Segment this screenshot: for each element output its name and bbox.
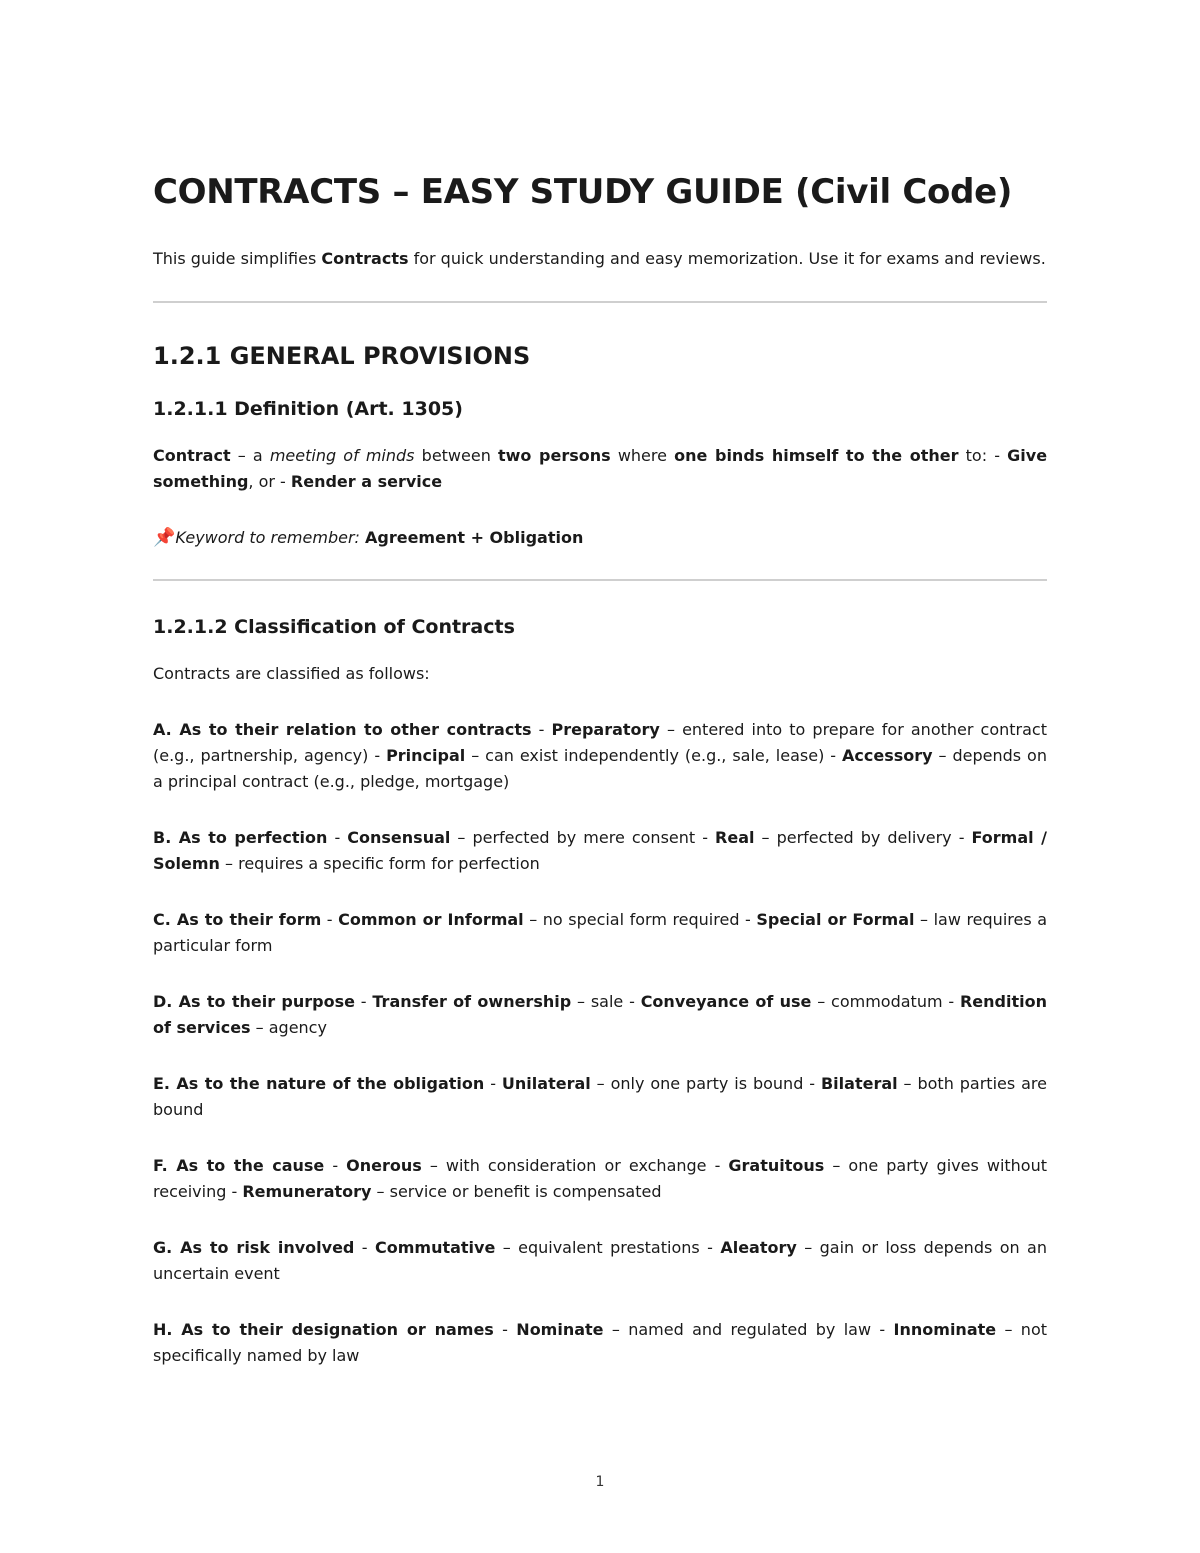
- definition-paragraph: [153, 443, 1047, 495]
- document-page: [153, 168, 1047, 1399]
- classification-term: Special or Formal: [756, 910, 915, 929]
- classification-description: – named and regulated by law: [603, 1320, 872, 1339]
- classification-label: A. As to their relation to other contracts: [153, 720, 532, 739]
- classification-separator: -: [623, 992, 641, 1011]
- classification-description: – commodatum: [811, 992, 943, 1011]
- definition-bold: one binds himself to the other: [674, 446, 959, 465]
- classification-label: B. As to perfection: [153, 828, 328, 847]
- definition-bold: two persons: [498, 446, 611, 465]
- classification-label: C. As to their form: [153, 910, 322, 929]
- classification-separator: -: [951, 828, 972, 847]
- classification-label: F. As to the cause: [153, 1156, 325, 1175]
- classification-item: [153, 1235, 1047, 1287]
- classification-description: – equivalent prestations: [495, 1238, 700, 1257]
- definition-text: , or -: [248, 472, 291, 491]
- classification-description: – with consideration or exchange: [421, 1156, 707, 1175]
- intro-paragraph: [153, 246, 1047, 272]
- classification-term: Remuneratory: [242, 1182, 372, 1201]
- classification-description: – entered into to prepare for another contract (e.g., partnership, agency): [153, 720, 1047, 765]
- classification-description: – law requires a particular form: [153, 910, 1048, 955]
- classification-term: Transfer of ownership: [372, 992, 572, 1011]
- intro-bold-contracts: Contracts: [321, 249, 409, 268]
- classification-label: G. As to risk involved: [153, 1238, 355, 1257]
- classification-description: – can exist independently (e.g., sale, lease): [465, 746, 825, 765]
- classification-separator: -: [803, 1074, 821, 1093]
- classification-term: Bilateral: [820, 1074, 898, 1093]
- classification-description: – agency: [250, 1018, 327, 1037]
- classification-separator: -: [226, 1182, 243, 1201]
- section-divider: [153, 579, 1047, 581]
- keyword-label: Keyword to remember:: [175, 528, 360, 547]
- classification-term: Aleatory: [720, 1238, 797, 1257]
- classification-description: – depends on a principal contract (e.g., pledge, mortgage): [153, 746, 1047, 791]
- classification-term: Accessory: [842, 746, 933, 765]
- classification-separator: -: [942, 992, 960, 1011]
- classification-term: Formal / Solemn: [153, 828, 1048, 873]
- classification-separator: -: [321, 910, 339, 929]
- classification-separator: -: [484, 1074, 502, 1093]
- definition-term: Contract: [153, 446, 231, 465]
- classification-separator: -: [739, 910, 757, 929]
- classification-term: Rendition of services: [153, 992, 1047, 1037]
- subsection-heading-definition: 1.2.1.1 Definition (Art. 1305): [153, 398, 463, 420]
- classification-separator: -: [871, 1320, 894, 1339]
- classification-description: – service or benefit is compensated: [371, 1182, 662, 1201]
- classification-term: Common or Informal: [338, 910, 524, 929]
- classification-item: [153, 907, 1047, 959]
- classification-intro: Contracts are classified as follows:: [153, 664, 430, 683]
- subsection-heading-classification: 1.2.1.2 Classification of Contracts: [153, 616, 515, 638]
- classification-item: [153, 1071, 1047, 1123]
- classification-item: [153, 717, 1047, 795]
- classification-term: Innominate: [893, 1320, 997, 1339]
- classification-description: – gain or loss depends on an uncertain event: [153, 1238, 1047, 1283]
- classification-term: Real: [715, 828, 755, 847]
- classification-description: – perfected by mere consent: [450, 828, 696, 847]
- classification-separator: -: [699, 1238, 721, 1257]
- classification-separator: -: [706, 1156, 729, 1175]
- classification-term: Principal: [386, 746, 466, 765]
- classification-term: Commutative: [374, 1238, 496, 1257]
- classification-term: Nominate: [516, 1320, 604, 1339]
- classification-item: [153, 989, 1047, 1041]
- classification-label: D. As to their purpose: [153, 992, 355, 1011]
- classification-description: – perfected by delivery: [754, 828, 952, 847]
- classification-term: Onerous: [346, 1156, 422, 1175]
- classification-term: Preparatory: [551, 720, 660, 739]
- classification-description: – sale: [571, 992, 624, 1011]
- classification-description: – only one party is bound: [590, 1074, 804, 1093]
- classification-term: Gratuitous: [728, 1156, 825, 1175]
- classification-description: – both parties are bound: [153, 1074, 1047, 1119]
- classification-item: [153, 825, 1047, 877]
- definition-text: – a: [230, 446, 270, 465]
- classification-label: H. As to their designation or names: [153, 1320, 494, 1339]
- classification-separator: -: [327, 828, 348, 847]
- classification-description: – not specifically named by law: [153, 1320, 1048, 1365]
- definition-bold: Give something: [153, 446, 1048, 491]
- classification-term: Consensual: [347, 828, 451, 847]
- classification-item: [153, 1153, 1047, 1205]
- classification-separator: -: [354, 992, 373, 1011]
- keyword-line: [153, 525, 1047, 551]
- classification-term: Conveyance of use: [640, 992, 812, 1011]
- classification-separator: -: [354, 1238, 375, 1257]
- section-divider: [153, 301, 1047, 303]
- pushpin-icon: 📌: [153, 527, 176, 548]
- classification-description: – one party gives without receiving: [153, 1156, 1048, 1201]
- section-heading-general: 1.2.1 GENERAL PROVISIONS: [153, 342, 531, 370]
- definition-text: where: [610, 446, 675, 465]
- classification-separator: -: [324, 1156, 347, 1175]
- keyword-value: Agreement + Obligation: [365, 528, 584, 547]
- intro-text: This guide simplifies: [153, 249, 322, 268]
- classification-separator: -: [368, 746, 387, 765]
- classification-separator: -: [531, 720, 552, 739]
- definition-text: to: -: [958, 446, 1008, 465]
- classification-separator: -: [493, 1320, 517, 1339]
- classification-description: – requires a specific form for perfection: [219, 854, 540, 873]
- classification-list: [153, 717, 1047, 1369]
- intro-text-rest: for quick understanding and easy memorization. Use it for exams and reviews.: [408, 249, 1046, 268]
- definition-text: between: [414, 446, 498, 465]
- classification-separator: -: [695, 828, 716, 847]
- definition-italic: meeting of minds: [269, 446, 415, 465]
- classification-separator: -: [824, 746, 842, 765]
- classification-item: [153, 1317, 1047, 1369]
- classification-term: Unilateral: [501, 1074, 591, 1093]
- classification-label: E. As to the nature of the obligation: [153, 1074, 485, 1093]
- definition-bold: Render a service: [290, 472, 443, 491]
- document-title: CONTRACTS – EASY STUDY GUIDE (Civil Code): [153, 172, 1013, 212]
- classification-description: – no special form required: [523, 910, 740, 929]
- page-number: 1: [595, 1474, 605, 1490]
